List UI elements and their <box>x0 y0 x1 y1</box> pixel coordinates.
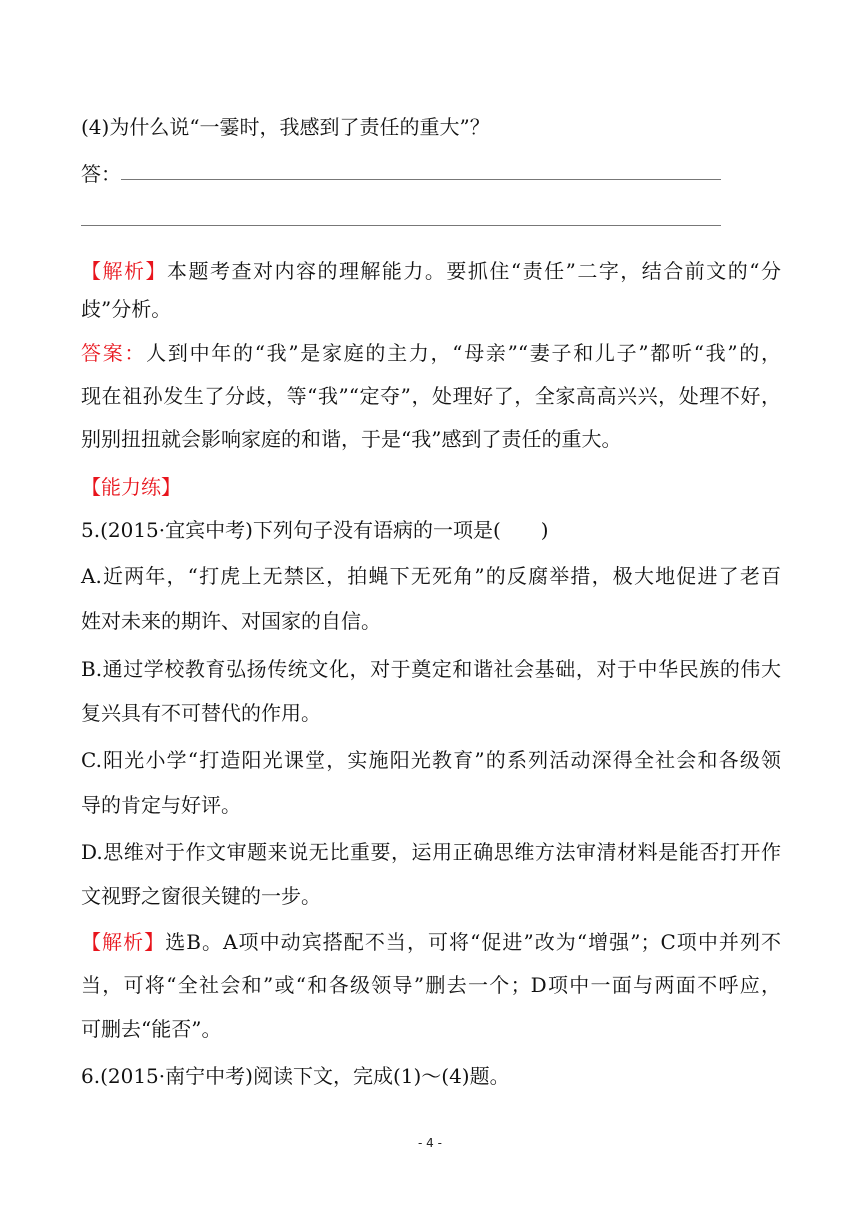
analysis-2-line-1: 【解析】选B。A项中动宾搭配不当，可将“促进”改为“增强”；C项中并列不 <box>81 930 782 954</box>
question-4: (4)为什么说“一霎时，我感到了责任的重大”？ <box>81 115 490 139</box>
page-number: - 4 - <box>418 1136 442 1150</box>
analysis-1-line-2: 歧”分析。 <box>81 297 172 321</box>
answer-1-line-2: 现在祖孙发生了分歧，等“我”“定夺”，处理好了，全家高高兴兴，处理不好， <box>81 384 781 408</box>
answer-blank-line-2 <box>81 225 721 226</box>
option-d-line-2: 文视野之窗很关键的一步。 <box>81 884 321 908</box>
option-a-line-1: A.近两年，“打虎上无禁区，拍蝇下无死角”的反腐举措，极大地促进了老百 <box>81 564 781 588</box>
analysis-tag-2: 【解析】 <box>81 930 166 954</box>
analysis-tag: 【解析】 <box>81 259 167 283</box>
answer-1-line-3: 别别扭扭就会影响家庭的和谐，于是“我”感到了责任的重大。 <box>81 427 622 451</box>
answer-blank-line-1 <box>121 179 721 180</box>
answer-label: 答： <box>81 162 121 186</box>
option-c-line-2: 导的肯定与好评。 <box>81 793 241 817</box>
option-b-line-1: B.通过学校教育弘扬传统文化，对于奠定和谐社会基础，对于中华民族的伟大 <box>81 657 781 681</box>
answer-1-line-1: 答案：人到中年的“我”是家庭的主力，“母亲”“妻子和儿子”都听“我”的， <box>81 341 782 365</box>
option-d-line-1: D.思维对于作文审题来说无比重要，运用正确思维方法审清材料是能否打开作 <box>81 840 781 864</box>
option-c-line-1: C.阳光小学“打造阳光课堂，实施阳光教育”的系列活动深得全社会和各级领 <box>81 748 781 772</box>
option-a-line-2: 姓对未来的期许、对国家的自信。 <box>81 609 381 633</box>
analysis-2-line-3: 可删去“能否”。 <box>81 1017 222 1041</box>
analysis-2-line-2: 当，可将“全社会和”或“和各级领导”删去一个；D项中一面与两面不呼应， <box>81 973 781 997</box>
analysis-1-line-1: 【解析】本题考查对内容的理解能力。要抓住“责任”二字，结合前文的“分 <box>81 259 781 283</box>
section-title: 【能力练】 <box>81 475 181 499</box>
option-b-line-2: 复兴具有不可替代的作用。 <box>81 701 321 725</box>
question-6-stem: 6.(2015·南宁中考)阅读下文，完成(1)～(4)题。 <box>81 1064 510 1088</box>
question-5-stem: 5.(2015·宜宾中考)下列句子没有语病的一项是( ) <box>81 518 549 542</box>
answer-tag: 答案： <box>81 341 147 365</box>
